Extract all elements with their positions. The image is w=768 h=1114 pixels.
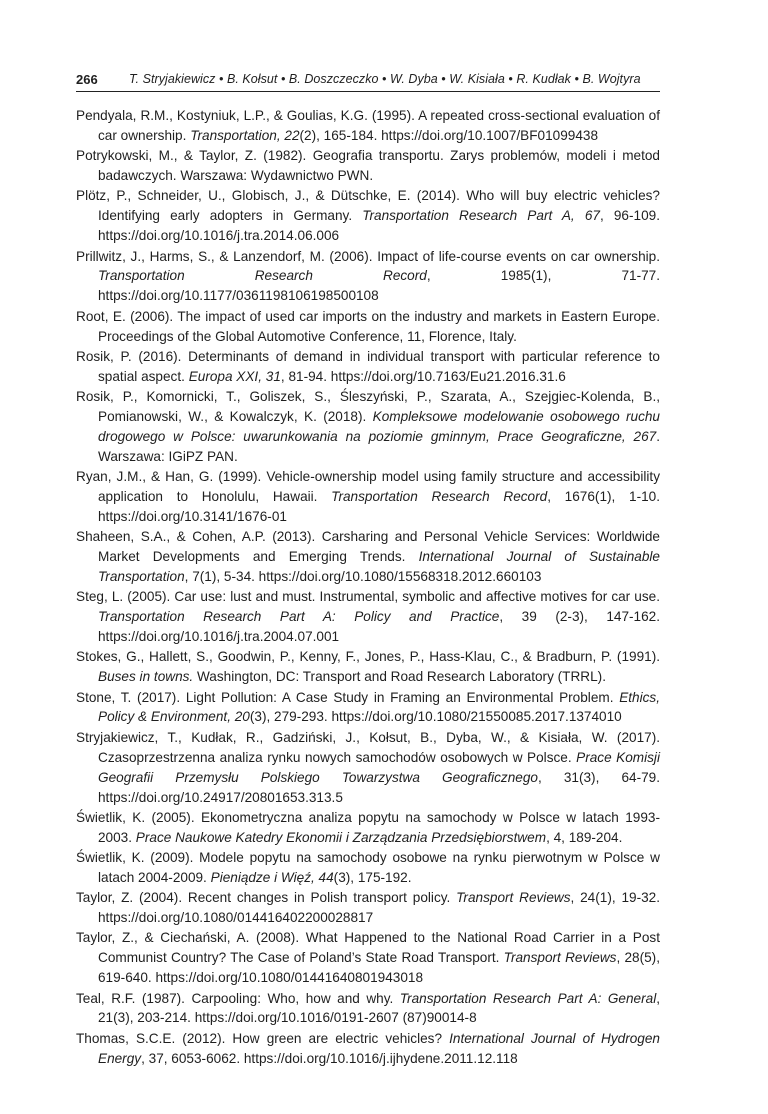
reference-italic-part: Pieniądze i Więź, 44: [210, 869, 334, 885]
reference-italic-part: Kompleksowe modelowanie osobowego ruchu drogowego w Polsce: uwarunkowania na poziomie gminnym, Prace Geograficzne, 267: [98, 408, 660, 444]
reference-text-part: Teal, R.F. (1987). Carpooling: Who, how and why.: [76, 990, 400, 1006]
reference-text-part: , 37, 6053-6062. https://doi.org/10.1016/j.ijhydene.2011.12.118: [141, 1050, 518, 1066]
reference-text-part: Shaheen, S.A., & Cohen, A.P. (2013). Carsharing and Personal Vehicle Services: Worldwide Market Developments and Emerging Trends.: [76, 529, 660, 565]
page-number: 266: [76, 72, 98, 87]
reference-entry: [76, 688, 660, 728]
reference-text-part: . Warszawa: IGiPZ PAN.: [98, 428, 660, 464]
reference-entry: [76, 307, 660, 347]
running-header: [76, 70, 660, 92]
reference-text-part: Thomas, S.C.E. (2012). How green are electric vehicles?: [76, 1030, 450, 1046]
reference-text-part: , 28(5), 619-640. https://doi.org/10.1080/01441640801943018: [98, 950, 660, 986]
reference-entry: [76, 106, 660, 146]
reference-italic-part: Europa XXI, 31: [188, 368, 281, 384]
reference-text-part: (2), 165-184. https://doi.org/10.1007/BF01099438: [299, 127, 599, 143]
reference-text-part: Stokes, G., Hallett, S., Goodwin, P., Kenny, F., Jones, P., Hass-Klau, C., & Bradburn, P. (1991).: [76, 649, 660, 665]
reference-entry: [76, 928, 660, 988]
reference-entry: [76, 146, 660, 186]
reference-text-part: Potrykowski, M., & Taylor, Z. (1982). Geografia transportu. Zarys problemów, modeli i metod badawczych. Warszawa: Wydawnictwo PWN.: [76, 148, 660, 184]
reference-text-part: (3), 175-192.: [333, 869, 412, 885]
reference-italic-part: Transportation Research Record: [98, 268, 427, 284]
reference-entry: [76, 387, 660, 467]
reference-entry: [76, 467, 660, 527]
reference-entry: [76, 587, 660, 647]
reference-italic-part: International Journal of Hydrogen Energy: [98, 1030, 660, 1066]
reference-text-part: , 39 (2-3), 147-162. https://doi.org/10.1016/j.tra.2004.07.001: [98, 609, 661, 645]
reference-text-part: , 1676(1), 1-10. https://doi.org/10.3141/1676-01: [98, 488, 660, 524]
reference-text-part: Stryjakiewicz, T., Kudłak, R., Gadziński, J., Kołsut, B., Dyba, W., & Kisiała, W. (2017). Czasoprzestrzenna analiza rynku nowych samochodów osobowych w Polsce.: [76, 729, 660, 765]
reference-entry: [76, 808, 660, 848]
reference-text-part: (3), 279-293. https://doi.org/10.1080/21550085.2017.1374010: [249, 709, 622, 725]
reference-italic-part: Transportation Research Part A, 67: [362, 208, 600, 224]
reference-text-part: Świetlik, K. (2005). Ekonometryczna analiza popytu na samochody w Polsce w latach 1993-2003.: [76, 809, 660, 845]
reference-entry: [76, 1029, 660, 1069]
reference-text-part: , 21(3), 203-214. https://doi.org/10.1016/0191-2607 (87)90014-8: [98, 990, 660, 1026]
reference-entry: [76, 527, 660, 587]
reference-entry: [76, 989, 660, 1029]
reference-text-part: Prillwitz, J., Harms, S., & Lanzendorf, M. (2006). Impact of life-course events on car ownership.: [76, 248, 660, 264]
reference-text-part: Root, E. (2006). The impact of used car imports on the industry and markets in Eastern Europe. Proceedings of the Global Automotive Conference, 11, Florence, Italy.: [76, 308, 660, 344]
reference-text-part: Plötz, P., Schneider, U., Globisch, J., & Dütschke, E. (2014). Who will buy electric vehicles? Identifying early adopters in Germany.: [76, 188, 660, 224]
reference-text-part: Taylor, Z. (2004). Recent changes in Polish transport policy.: [76, 890, 457, 906]
reference-italic-part: Prace Komisji Geografii Przemysłu Polskiego Towarzystwa Geograficznego: [98, 749, 660, 785]
reference-text-part: , 4, 189-204.: [546, 829, 623, 845]
reference-text-part: , 1985(1), 71-77. https://doi.org/10.1177/0361198106198500108: [98, 268, 660, 304]
reference-italic-part: Transportation, 22: [190, 127, 300, 143]
header-rule: [76, 91, 660, 92]
reference-text-part: , 7(1), 5-34. https://doi.org/10.1080/15568318.2012.660103: [184, 568, 542, 584]
reference-text-part: Ryan, J.M., & Han, G. (1999). Vehicle-ownership model using family structure and accessibility application to Honolulu, Hawaii.: [76, 469, 660, 504]
reference-text-part: Washington, DC: Transport and Road Research Laboratory (TRRL).: [193, 669, 606, 685]
reference-text-part: , 24(1), 19-32. https://doi.org/10.1080/014416402200028817: [98, 890, 660, 926]
reference-italic-part: Ethics, Policy & Environment, 20: [98, 689, 660, 725]
reference-text-part: Rosik, P. (2016). Determinants of demand in individual transport with particular reference to spatial aspect.: [76, 348, 660, 384]
reference-text-part: , 81-94. https://doi.org/10.7163/Eu21.2016.31.6: [280, 368, 566, 384]
reference-text-part: Pendyala, R.M., Kostyniuk, L.P., & Goulias, K.G. (1995). A repeated cross-sectional evaluation of car ownership.: [76, 108, 660, 143]
reference-text-part: Taylor, Z., & Ciechański, A. (2008). What Happened to the National Road Carrier in a Post Communist Country? The Case of Poland’s State Road Transport.: [76, 930, 660, 966]
reference-text-part: , 31(3), 64-79. https://doi.org/10.24917/20801653.313.5: [98, 769, 660, 805]
reference-entry: [76, 186, 660, 246]
reference-italic-part: Transport Reviews: [456, 890, 571, 906]
reference-italic-part: Transportation Research Part A: General: [399, 990, 657, 1006]
reference-text-part: Świetlik, K. (2009). Modele popytu na samochody osobowe na rynku pierwotnym w Polsce w latach 2004-2009.: [76, 850, 660, 885]
reference-list: [76, 106, 660, 1069]
reference-entry: [76, 848, 660, 888]
reference-text-part: , 96-109. https://doi.org/10.1016/j.tra.2014.06.006: [98, 208, 660, 244]
reference-italic-part: Transport Reviews: [503, 950, 617, 966]
reference-italic-part: Transportation Research Part A: Policy and Practice: [98, 609, 500, 625]
running-header-authors: T. Stryjakiewicz • B. Kołsut • B. Doszczeczko • W. Dyba • W. Kisiała • R. Kudłak • B. Wojtyra: [129, 72, 641, 86]
reference-italic-part: Transportation Research Record: [331, 488, 548, 504]
reference-text-part: Rosik, P., Komornicki, T., Goliszek, S., Śleszyński, P., Szarata, A., Szejgiec-Kolenda, B., Pomianowski, W., & Kowalczyk, K. (2018).: [76, 389, 660, 424]
reference-italic-part: International Journal of Sustainable Transportation: [98, 549, 660, 584]
reference-text-part: Steg, L. (2005). Car use: lust and must. Instrumental, symbolic and affective motives for car use.: [76, 589, 660, 605]
reference-entry: [76, 347, 660, 387]
reference-italic-part: Prace Naukowe Katedry Ekonomii i Zarządzania Przedsiębiorstwem: [135, 829, 547, 845]
reference-text-part: Stone, T. (2017). Light Pollution: A Case Study in Framing an Environmental Problem.: [76, 689, 620, 705]
reference-entry: [76, 888, 660, 928]
reference-italic-part: Buses in towns.: [98, 669, 194, 685]
reference-entry: [76, 247, 660, 307]
reference-entry: [76, 728, 660, 808]
reference-entry: [76, 647, 660, 687]
